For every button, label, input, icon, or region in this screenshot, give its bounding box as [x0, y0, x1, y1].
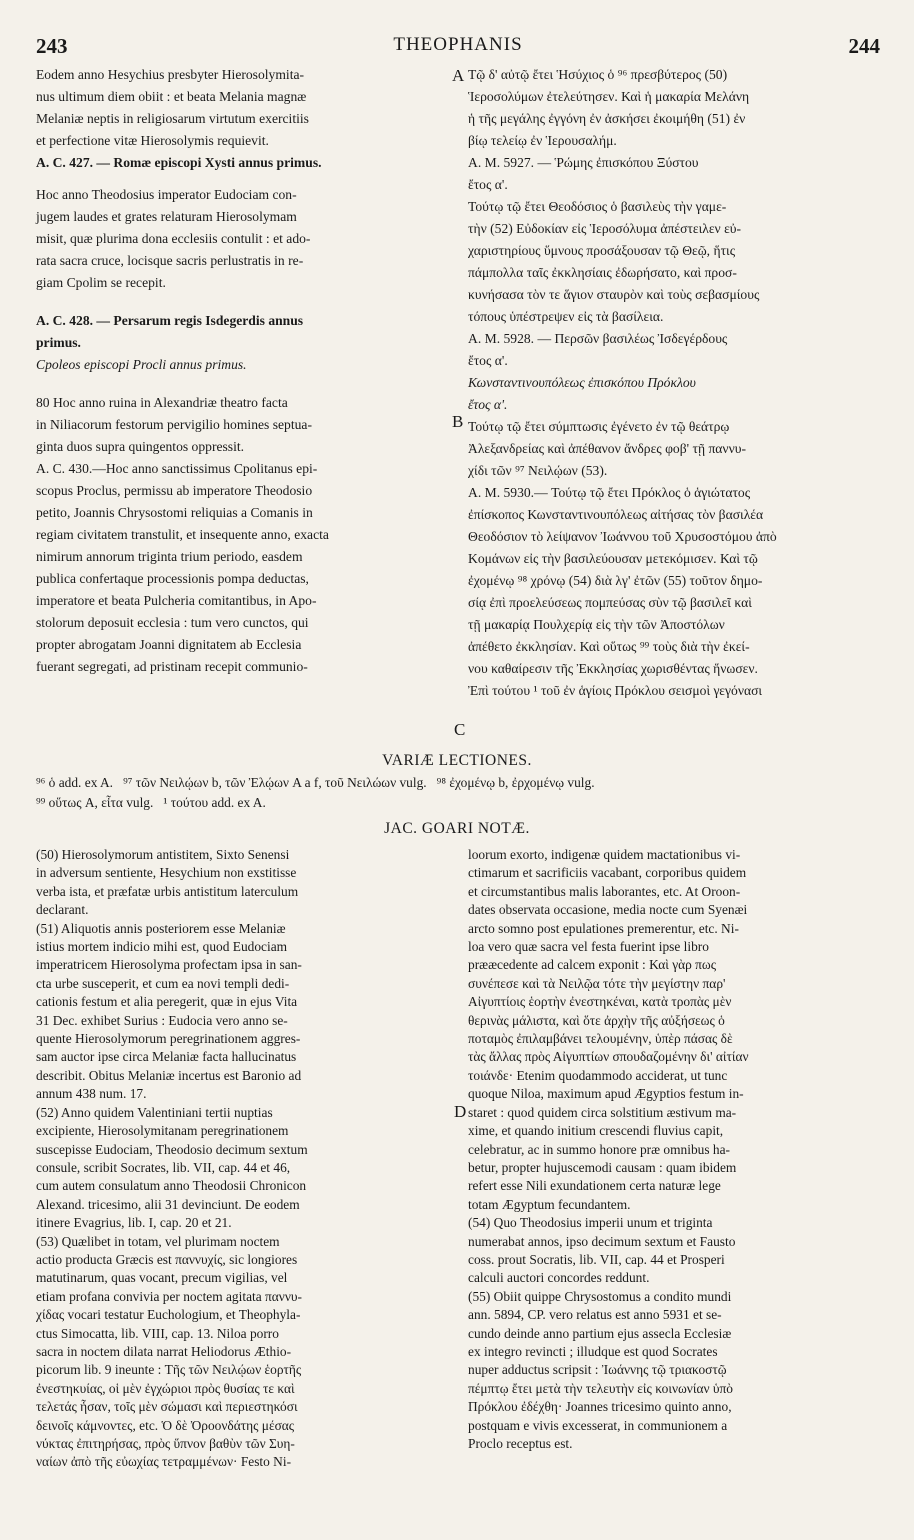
note-55: (55) Obiit quippe Chrysostomus a condito mundi ann. 5894, CP. vero relatus est anno 5931 et se- cundo deinde anno partium ejus assecla Ecclesiæ ex integro revincti ; illudque est quod Socrates nuper adductus scripsit : Ἰωάννης τῷ τριακοστῷ πέμπτῳ ἔτει μετὰ τὴν τελευτὴν εἰς κοινωνίαν ὑπὸ Πρόκλου ἐδέχθη· Joannes tricesimo quinto anno, postquam e vivis excesserat, in communionem a Proclo receptus est. — [468, 1288, 733, 1451]
latin-para-eudocia: Hoc anno Theodosius imperator Eudociam con- jugem laudes et grates relaturam Hierosolymam misit, quæ plurima dona ecclesiis contulit : et ado- rata sacra cruce, locisque sacris perlustratis in re- giam Cpolim se recepit. — [36, 187, 311, 290]
note-53-continued: loorum exorto, indigenæ quidem mactationibus vi- ctimarum et sacrificiis vacabant, corporibus quidem et circumstantibus malis laborantes, etc. At Oroon- dates observata occasione, media nocte cum Syenæi arcto somno post epulationes premerentur, etc. Ni- loa vero quæ sacra vel festa fuerint ipse libro prææcedente ad calcem exponit : Καὶ γὰρ πως συνέπεσε καὶ τὰ Νειλῷα τότε τὴν μεγίστην παρ' Αἰγυπτίοις ἑορτὴν ἐνεστηκέναι, κατὰ τροπὰς μὲν θερινὰς μάλιστα, καὶ ὅτε ἀρχὴν τῆς αὐξήσεως ὁ ποταμὸς ἐπιλαμβάνει τελουμένην, ὑπὲρ πάσας δὲ τὰς ἄλλας πρὸς Αἰγυπτίων σπουδαζομένην δι' αἰτίαν τοιάνδε· Etenim quodammodo acciderat, ut tunc quoque Niloa, maximum apud Ægyptios festum in- staret : quod quidem circa solstitium æstivum ma- xime, et quando initium crescendi fluvius capit, celebratur, ac in summo honore præ omnibus ha- betur, propter hujuscemodi causam : quam ibidem refert esse Nili exundationem certa naturæ lege totam Ægyptum fecundantem. — [468, 847, 749, 1212]
greek-para-theatre: Τούτῳ τῷ ἔτει σύμπτωσις ἐγένετο ἐν τῷ θεάτρῳ Ἀλεξανδρείας καὶ ἀπέθανον ἄνδρες φοβ' τῇ παννυ- χίδι τῶν ⁹⁷ Νειλῴων (53). — [468, 419, 746, 478]
page-number-left: 243 — [36, 34, 68, 58]
margin-marker-c: C — [454, 720, 466, 739]
latin-procli-line: Cpoleos episcopi Procli annus primus. — [36, 357, 247, 372]
greek-column — [468, 64, 880, 702]
latin-para-hesychius: Eodem anno Hesychius presbyter Hierosolymita- nus ultimum diem obiit : et beata Melania magnæ Melaniæ neptis in religiosarum virtutum exercitiis et perfectione vitæ Hierosolymis requievit. — [36, 67, 309, 148]
margin-marker-a: A — [452, 66, 465, 85]
note-53: (53) Quælibet in totam, vel plurimam noctem actio producta Græcis est παννυχίς, sic longiores matutinarum, quas vocant, precum vigilias, vel etiam profana convivia per noctem agitata παννυ- χίδας vocari testatur Euchologium, et Theophyla- ctus Simocatta, lib. VIII, cap. 13. Niloa porro sacra in noctem dilata narrat Heliodorus Æthio- picorum lib. 9 ineunte : Τῆς τῶν Νειλῴων ἑορτῆς ἐνεστηκυίας, οἱ μὲν ἐγχώριοι πρὸς θυσίας τε καὶ τελετάς ἦσαν, τοῖς μὲν σώμασι καὶ περιεστηκόσι δεινοῖς κάμνοντες, etc. Ὁ δὲ Ὀροονδάτης μέσας νύκτας ἐπιτηρήσας, πρὸς ὕπνον βαθὺν τῶν Συη- ναίων ἀπὸ τῆς εὐωχίας τετραμμένων· Festo Ni- — [36, 1233, 303, 1470]
goar-notes-left — [36, 846, 448, 1472]
latin-year-428: A. C. 428. — Persarum regis Isdegerdis annus primus. — [36, 313, 304, 350]
goar-heading: JAC. GOARI NOTÆ. — [384, 820, 530, 837]
page-number-right: 244 — [848, 34, 880, 58]
note-51: (51) Aliquotis annis posteriorem esse Melaniæ istius mortem indicio mihi est, quod Eudociam imperatricem Hierosolyma profectam ipsa in san- cta urbe susceperit, et cum ea novi templi dedi- cationis festum et alia peregerit, quæ in ejus Vita 31 Dec. exhibet Surius : Eudocia vero anno se- quente Hierosolymorum peregrinationem aggres- sam auctor ipse circa Melaniæ facta hallucinatus describit. Obitus Melaniæ incertus est Baronio ad annum 438 num. 17. — [36, 920, 302, 1102]
latin-year-427: A. C. 427. — Romæ episcopi Xysti annus primus. — [36, 155, 322, 170]
latin-para-chrysostom: A. C. 430.—Hoc anno sanctissimus Cpolitanus epi- scopus Proclus, permissu ab imperatore Theodosio petito, Joannis Chrysostomi reliquias a Comanis in regiam civitatem transtulit, et insequente anno, exacta nimirum annorum triginta trium periodo, easdem publica confertaque processionis pompa deductas, imperatore et beata Pulcheria comitantibus, in Apo- stolorum deposuit ecclesia : tum vero cunctos, qui propter abrogatam Joanni dignitatem ab Ecclesia fuerant segregati, ad pristinam recepit communio- — [36, 461, 329, 674]
greek-para-eudocia: Τούτῳ τῷ ἔτει Θεοδόσιος ὁ βασιλεὺς τὴν γαμε- τὴν (52) Εὐδοκίαν εἰς Ἱεροσόλυμα ἀπέστειλεν εὐ- χαριστηρίους ὕμνους προσάξουσαν τῷ Θεῷ, ἥτις πάμπολλα ταῖς ἐκκλησίαις ἐδωρήσατο, καὶ προσ- κυνήσασα τὸν τε ἅγιον σταυρὸν καὶ τοὺς σεβασμίους τόπους ὑπέστρεψεν εἰς τὰ βασίλεια. — [468, 199, 760, 324]
goar-notes-right — [468, 846, 880, 1453]
greek-year-5928: A. M. 5928. — Περσῶν βασιλέως Ἰσδεγέρδους ἔτος α'. — [468, 331, 728, 368]
variae-heading: VARIÆ LECTIONES. — [382, 752, 532, 769]
latin-column — [36, 64, 448, 678]
margin-marker-b: B — [452, 412, 464, 431]
note-50: (50) Hierosolymorum antistitem, Sixto Senensi in adversum sentiente, Hesychium non exstitisse verba ista, et præfatæ urbis antistitum laterculum declarant. — [36, 847, 299, 918]
greek-para-chrysostom: A. M. 5930.— Τούτῳ τῷ ἔτει Πρόκλος ὁ ἁγιώτατος ἐπίσκοπος Κωνσταντινουπόλεως αἰτήσας τὸν βασιλέα Θεοδόσιον τὸ λείψανον Ἰωάννου τοῦ Χρυσοστόμου ἀπὸ Κομάνων εἰς τὴν βασιλεύουσαν μετεκόμισεν. Καὶ τῷ ἐχομένῳ ⁹⁸ χρόνῳ (54) διὰ λγ' ἐτῶν (55) τοῦτον δημο- σίᾳ ἐπὶ προελεύσεως πομπεύσας σὺν τῷ βασιλεῖ καὶ τῇ μακαρίᾳ Πουλχερίᾳ εἰς τὴν τῶν Ἀποστόλων ἀπέθετο ἐκκλησίαν. Καὶ οὕτως ⁹⁹ τοὺς διὰ τὴν ἐκεί- νου καθαίρεσιν τῆς Ἐκκλησίας χωρισθέντας ἥνωσεν. Ἐπὶ τούτου ¹ τοῦ ἐν ἁγίοις Πρόκλου σεισμοὶ γεγόνασι — [468, 485, 777, 698]
greek-year-5927: A. M. 5927. — Ῥώμης ἐπισκόπου Ξύστου ἔτος α'. — [468, 155, 699, 192]
latin-para-theatre: 80 Hoc anno ruina in Alexandriæ theatro facta in Niliacorum festorum pervigilio homines septua- ginta duos supra quingentos oppressit. — [36, 395, 312, 454]
margin-marker-d: D — [454, 1102, 467, 1121]
note-54: (54) Quo Theodosius imperii unum et triginta numerabat annos, ipso decimum sextum et Fausto coss. prout Socratis, lib. VII, cap. 44 et Prosperi calculi auctori concordes reddunt. — [468, 1215, 736, 1286]
variae-line-1: ⁹⁶ ὁ add. ex A. ⁹⁷ τῶν Νειλῴων b, τῶν Ἐλῴων A a f, τοῦ Νειλώων vulg. ⁹⁸ ἐχομένῳ b, ἐρχομένῳ vulg. — [36, 775, 595, 790]
greek-procli-line: Κωνσταντινουπόλεως ἐπισκόπου Πρόκλου ἔτος α'. — [468, 375, 696, 412]
note-52: (52) Anno quidem Valentiniani tertii nuptias excipiente, Hierosolymitanam peregrinationem suscepisse Eudociam, Theodosio decimum sextum consule, scribit Socrates, lib. VII, cap. 44 et 46, cum autem consulatum anno Theodosii Chronicon Alexand. tricesimo, alii 31 devinciunt. De eodem itinere Evagrius, lib. I, cap. 20 et 21. — [36, 1104, 308, 1231]
variae-line-2: ⁹⁹ οὕτως A, εἶτα vulg. ¹ τούτου add. ex A. — [36, 795, 266, 810]
running-header — [36, 34, 880, 58]
running-title: THEOPHANIS — [393, 34, 523, 55]
greek-para-hesychius: Τῷ δ' αὐτῷ ἔτει Ἡσύχιος ὁ ⁹⁶ πρεσβύτερος (50) Ἱεροσολύμων ἐτελεύτησεν. Καὶ ἡ μακαρία Μελάνη ἡ τῆς μεγάλης ἐγγόνη ἐν ἀσκήσει ἐκοιμήθη (51) ἐν βίῳ τελείῳ ἐν Ἱερουσαλήμ. — [468, 67, 750, 148]
